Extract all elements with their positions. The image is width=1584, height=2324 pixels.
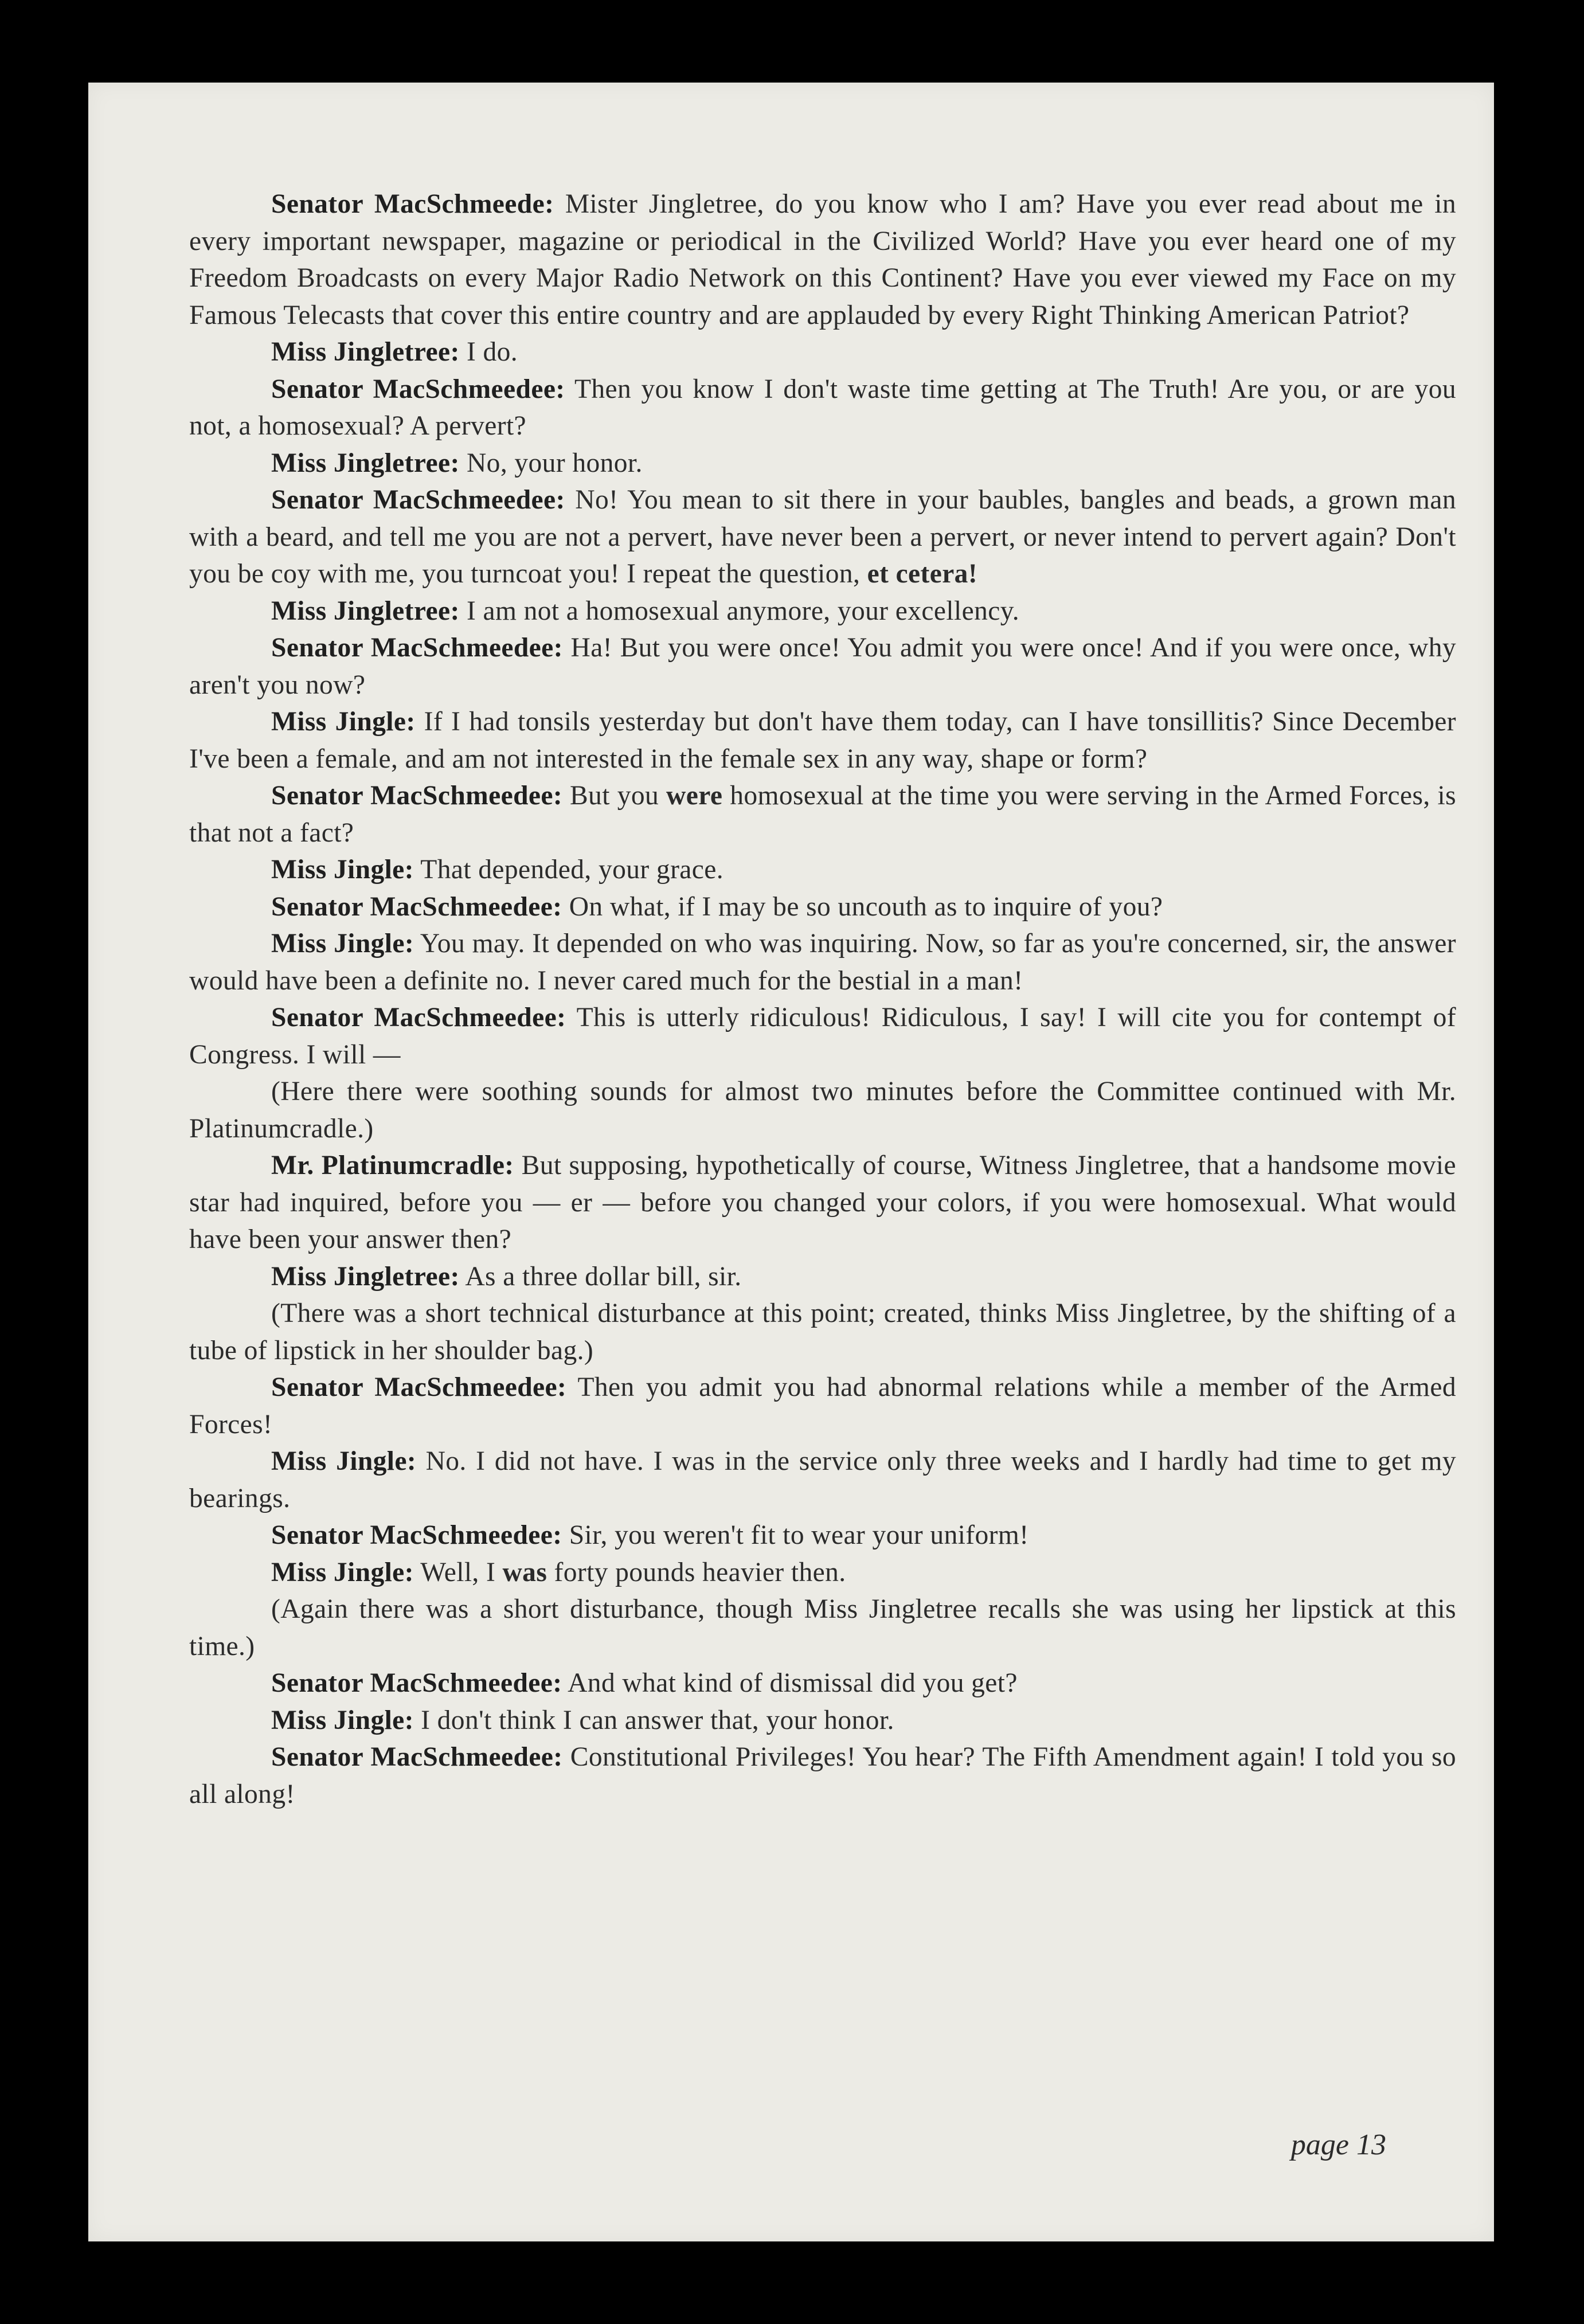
speaker-name: Senator MacSchmeedee:	[271, 485, 565, 515]
paragraph-text: But supposing, hypothetically of course, Witness Jingletree, that a handsome movie star had inquired, before you — er — before you changed your colors, if you were homosexual. What would have been your answer then?	[189, 1151, 1457, 1254]
paragraph	[189, 1147, 1456, 1258]
speaker-name: Miss Jingletree:	[271, 596, 460, 626]
paragraph-text: That depended, your grace.	[413, 855, 724, 885]
speaker-name: Miss Jingle:	[271, 1446, 417, 1476]
speaker-name: Senator MacSchmeedee:	[271, 1668, 562, 1698]
transcript-body	[189, 186, 1456, 1813]
stage-direction	[189, 1295, 1456, 1369]
paragraph	[189, 1258, 1456, 1296]
paragraph	[189, 445, 1456, 482]
paragraph	[189, 777, 1456, 851]
paragraph-text: No! You mean to sit there in your baubles, bangles and beads, a grown man with a beard, and tell me you are not a pervert, have never been a pervert, or never intend to pervert again? Don't you be coy with me, you turncoat you! I repeat the question,	[189, 485, 1456, 589]
speaker-name: Miss Jingle:	[271, 855, 414, 885]
paragraph-text: No. I did not have. I was in the service only three weeks and I hardly had time to get my bearings.	[189, 1446, 1456, 1513]
emphasis-text: were	[666, 781, 723, 811]
speaker-name: Senator MacSchmeede:	[271, 189, 554, 219]
paragraph-text: No, your honor.	[459, 448, 643, 478]
paragraph	[189, 1739, 1456, 1813]
paragraph	[189, 629, 1456, 703]
speaker-name: Senator MacSchmeedee:	[271, 1742, 563, 1772]
emphasis-text: was	[502, 1557, 547, 1587]
speaker-name: Senator MacSchmeedee:	[271, 1520, 562, 1550]
paragraph-text: (There was a short technical disturbance at this point; created, thinks Miss Jingletree, by the shifting of a tube of lipstick in her shoulder bag.)	[189, 1298, 1456, 1366]
paragraph	[189, 1369, 1456, 1443]
paragraph-text-after: forty pounds heavier then.	[547, 1557, 846, 1587]
paragraph	[189, 482, 1456, 593]
page-number: page 13	[1290, 2129, 1386, 2161]
paragraph	[189, 999, 1456, 1073]
paragraph-text: You may. It depended on who was inquiring. Now, so far as you're concerned, sir, the answer would have been a definite no. I never cared much for the bestial in a man!	[189, 929, 1456, 996]
stage-direction	[189, 1073, 1456, 1147]
paragraph-text: Sir, you weren't fit to wear your uniform!	[562, 1520, 1029, 1550]
paragraph-text: Then you admit you had abnormal relations while a member of the Armed Forces!	[189, 1372, 1456, 1439]
paragraph-text-after: homosexual at the time you were serving in the Armed Forces, is that not a fact?	[189, 781, 1456, 848]
paragraph-text: On what, if I may be so uncouth as to inquire of you?	[562, 891, 1163, 922]
paragraph-text: This is utterly ridiculous! Ridiculous, I say! I will cite you for contempt of Congress. I will —	[189, 1003, 1457, 1070]
paragraph	[189, 1702, 1456, 1739]
speaker-name: Miss Jingle:	[271, 929, 414, 958]
speaker-name: Miss Jingletree:	[271, 337, 460, 367]
paragraph-text: I am not a homosexual anymore, your excellency.	[459, 596, 1020, 626]
paragraph-text: I don't think I can answer that, your honor.	[413, 1705, 894, 1735]
speaker-name: Senator MacSchmeedee:	[271, 891, 562, 922]
speaker-name: Senator MacSchmeedee:	[271, 374, 565, 404]
paragraph	[189, 371, 1456, 445]
document-page	[88, 83, 1494, 2241]
paragraph-text: (Again there was a short disturbance, though Miss Jingletree recalls she was using her lipstick at this time.)	[189, 1594, 1456, 1661]
paragraph-text: (Here there were soothing sounds for almost two minutes before the Committee continued with Mr. Platinumcradle.)	[189, 1077, 1456, 1144]
paragraph-text: But you	[562, 781, 667, 811]
speaker-name: Miss Jingletree:	[271, 1261, 460, 1292]
stage-direction	[189, 1591, 1456, 1665]
speaker-name: Miss Jingletree:	[271, 448, 460, 478]
speaker-name: Miss Jingle:	[271, 707, 416, 737]
speaker-name: Senator MacSchmeedee:	[271, 1003, 566, 1032]
paragraph	[189, 851, 1456, 889]
paragraph-text: I do.	[459, 337, 518, 367]
paragraph-text: As a three dollar bill, sir.	[459, 1261, 742, 1292]
paragraph	[189, 1443, 1456, 1517]
speaker-name: Senator MacSchmeedee:	[271, 633, 563, 663]
paragraph-text: And what kind of dismissal did you get?	[562, 1668, 1018, 1698]
paragraph	[189, 334, 1456, 371]
paragraph-text: Well, I	[413, 1557, 503, 1587]
paragraph	[189, 1517, 1456, 1554]
speaker-name: Mr. Platinumcradle:	[271, 1151, 514, 1180]
paragraph	[189, 889, 1456, 926]
speaker-name: Miss Jingle:	[271, 1705, 414, 1735]
paragraph	[189, 703, 1456, 777]
speaker-name: Senator MacSchmeedee:	[271, 781, 563, 811]
paragraph-text: Ha! But you were once! You admit you were once! And if you were once, why aren't you now?	[189, 633, 1456, 700]
emphasis-text: et cetera!	[867, 559, 978, 589]
paragraph	[189, 1665, 1456, 1702]
speaker-name: Senator MacSchmeedee:	[271, 1372, 567, 1402]
paragraph	[189, 925, 1456, 999]
paragraph-text: Constitutional Privileges! You hear? The Fifth Amendment again! I told you so all along!	[189, 1742, 1457, 1809]
paragraph-text: Then you know I don't waste time getting at The Truth! Are you, or are you not, a homosexual? A pervert?	[189, 374, 1456, 441]
paragraph	[189, 593, 1456, 630]
paragraph-text: Mister Jingletree, do you know who I am? Have you ever read about me in every important newspaper, magazine or periodical in the Civilized World? Have you ever heard one of my Freedom Broadcasts on every Major Radio Network on this Continent? Have you ever viewed my Face on my Famous Telecasts that cover this entire country and are applauded by every Right Thinking American Patriot?	[189, 189, 1457, 330]
paragraph	[189, 1554, 1456, 1591]
paragraph	[189, 186, 1456, 334]
paragraph-text: If I had tonsils yesterday but don't have them today, can I have tonsillitis? Since December I've been a female, and am not interested in the female sex in any way, shape or form?	[189, 707, 1456, 774]
speaker-name: Miss Jingle:	[271, 1557, 414, 1587]
